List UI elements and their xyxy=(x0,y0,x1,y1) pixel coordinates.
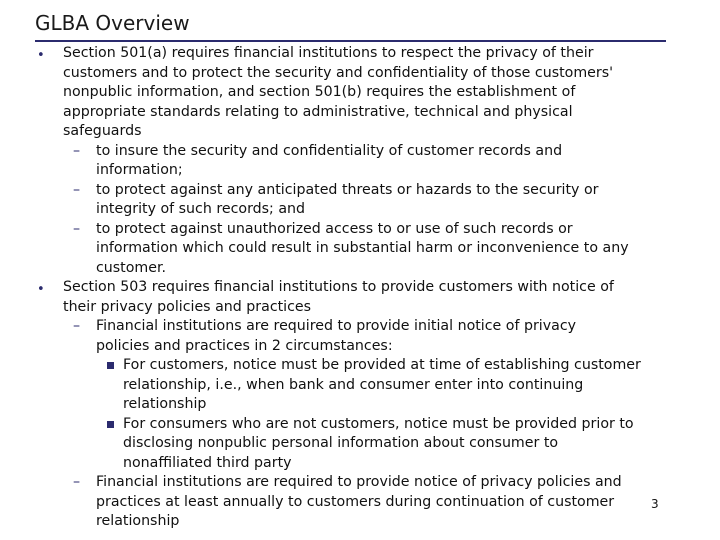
sub-1-2-line-2: integrity of such records; and xyxy=(96,201,306,217)
sub-2-1-line-2: policies and practices in 2 circumstances: xyxy=(96,337,393,354)
sub-1-3-line-3: customer. xyxy=(96,259,167,276)
sub-2-2-line-1: Financial institutions are required to provide notice of privacy policies and xyxy=(96,474,622,490)
bullet-2-line-1: Section 503 requires financial institutions to provide customers with notice of xyxy=(63,279,614,295)
square-bullet-icon xyxy=(107,362,114,369)
bullet-1-line-1: Section 501(a) requires financial institutions to respect the privacy of their xyxy=(63,45,594,61)
bullet-1-line-3: nonpublic information, and section 501(b) requires the establishment of xyxy=(63,84,576,100)
dash-marker: – xyxy=(73,474,81,490)
bullet-1-line-2: customers and to protect the security and confidentiality of those customers' xyxy=(63,64,614,81)
sub-2-1-item-1-line-1: For customers, notice must be provided at time of establishing customer xyxy=(123,357,641,373)
bullet-1-line-4: appropriate standards relating to administrative, technical and physical xyxy=(63,103,573,120)
sub-1-2-line-1: to protect against any anticipated threats or hazards to the security or xyxy=(96,181,599,198)
page-number: 3 xyxy=(651,497,659,511)
sub-2-1-item-2-line-1: For consumers who are not customers, notice must be provided prior to xyxy=(123,415,634,432)
sub-2-1-item-1-line-3: relationship xyxy=(123,396,207,412)
sub-2-1-item-1-line-2: relationship, i.e., when bank and consumer enter into continuing xyxy=(123,376,584,393)
sub-1-1-line-2: information; xyxy=(96,162,183,178)
bullet-2-line-2: their privacy policies and practices xyxy=(63,298,312,315)
bullet-marker: • xyxy=(37,48,45,63)
square-bullet-icon xyxy=(107,421,114,428)
title-underline xyxy=(35,40,666,42)
dash-marker: – xyxy=(73,318,81,334)
dash-marker: – xyxy=(73,220,81,237)
sub-2-1-item-2-line-2: disclosing nonpublic personal information about consumer to xyxy=(123,435,559,451)
sub-2-2-line-2: practices at least annually to customers during continuation of customer xyxy=(96,493,615,510)
dash-marker: – xyxy=(73,181,81,198)
bullet-marker: • xyxy=(37,282,45,297)
dash-marker: – xyxy=(73,142,81,159)
sub-1-1-line-1: to insure the security and confidentiality of customer records and xyxy=(96,142,563,159)
slide-title: GLBA Overview xyxy=(35,11,190,35)
sub-2-1-item-2-line-3: nonaffiliated third party xyxy=(123,454,292,471)
sub-1-3-line-1: to protect against unauthorized access to or use of such records or xyxy=(96,220,573,237)
bullet-1-line-5: safeguards xyxy=(63,123,142,139)
sub-1-3-line-2: information which could result in substantial harm or inconvenience to any xyxy=(96,240,629,256)
sub-2-2-line-3: relationship xyxy=(96,513,180,529)
sub-2-1-line-1: Financial institutions are required to provide initial notice of privacy xyxy=(96,318,577,334)
